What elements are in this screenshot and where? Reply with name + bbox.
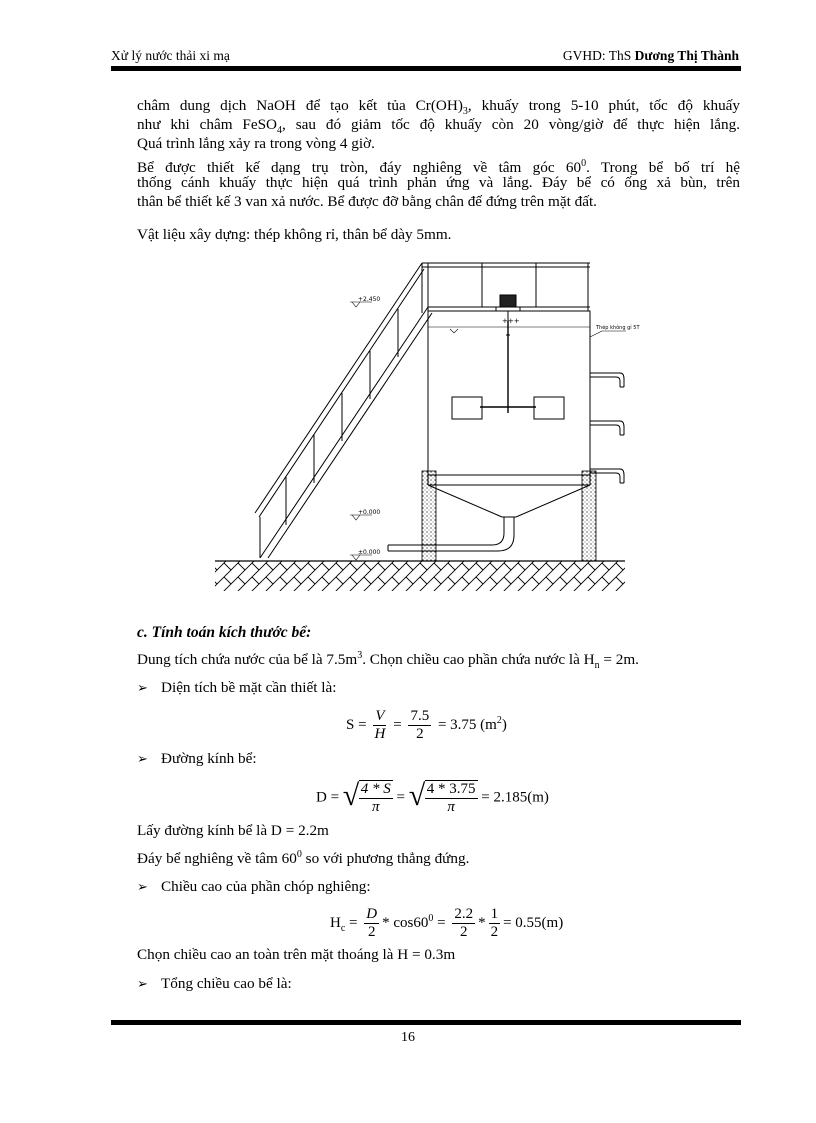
bullet-arrow-icon: ➢ <box>137 680 148 695</box>
eq1-den1: H <box>374 726 386 742</box>
eq1-lhs: S = <box>346 716 367 733</box>
label-mid-level: +0.000 <box>358 509 381 516</box>
bullet-area-text: Diện tích bề mặt cần thiết là: <box>161 679 337 696</box>
p2-l1-b: . Trong bể bố trí hệ <box>586 159 740 177</box>
volume-a: Dung tích chứa nước của bể là 7.5m <box>137 651 358 669</box>
equation-cone-height <box>330 906 563 941</box>
eq3-num1: D <box>366 906 378 922</box>
label-ground-level: ±0.000 <box>358 549 381 556</box>
eq2-sqrt-1 <box>343 780 393 816</box>
sqrt-icon: √ <box>408 779 426 812</box>
paragraph-2-line-1 <box>137 154 740 177</box>
eq1-rhs-sup: 2 <box>496 714 502 726</box>
volume-line <box>137 650 639 671</box>
volume-b: . Chọn chiều cao phần chứa nước là H <box>362 651 595 669</box>
tank-body <box>428 311 590 517</box>
tank-drawing <box>210 255 640 595</box>
eq2-frac-1 <box>359 780 393 816</box>
eq1-eq: = <box>393 716 402 733</box>
eq1-rhs-end: ) <box>501 716 507 733</box>
eq1-frac-2 <box>408 708 431 743</box>
bullet-total-height <box>137 975 292 993</box>
label-top-level: +2.450 <box>358 296 381 303</box>
eq3-num2: 2.2 <box>454 906 474 922</box>
p2-l1-sup: 0 <box>581 158 587 169</box>
eq3-frac-3 <box>489 906 501 941</box>
header-instructor-name: Dương Thị Thành <box>634 48 739 63</box>
eq3-num3: 1 <box>490 906 499 922</box>
volume-sup: 3 <box>357 650 363 661</box>
section-c-heading: c. Tính toán kích thước bể: <box>137 624 312 641</box>
bullet-arrow-icon: ➢ <box>137 976 148 991</box>
bullet-arrow-icon: ➢ <box>137 751 148 766</box>
bullet-cone-text: Chiều cao của phần chóp nghiêng: <box>161 878 371 895</box>
page-number: 16 <box>401 1030 415 1045</box>
eq3-mid-sup: 0 <box>428 912 434 924</box>
eq3-lhs-sub: c <box>340 922 346 934</box>
bullet-diameter <box>137 750 257 768</box>
eq3-lhs-b: = <box>345 914 358 931</box>
paragraph-1-line-3: Quá trình lắng xảy ra trong vòng 4 giờ. <box>137 135 375 152</box>
equation-diameter <box>316 780 549 816</box>
slope-line <box>137 849 469 868</box>
bullet-area <box>137 679 336 697</box>
p1-l2-sub: 4 <box>277 125 283 137</box>
ground-hatch <box>215 561 625 591</box>
eq2-lhs: D = <box>316 789 340 806</box>
eq1-num1: V <box>375 708 385 724</box>
eq3-frac-1 <box>364 906 379 941</box>
eq2-num2: 4 * 3.75 <box>426 781 476 797</box>
eq3-times: * <box>478 914 486 931</box>
slope-sup: 0 <box>296 849 302 860</box>
header-title: Xử lý nước thải xi mạ <box>111 48 230 63</box>
mixer-motor <box>496 295 520 325</box>
paragraph-2-line-3: thân bể thiết kế 3 van xả nước. Bể được đỡ bằng chân đế đứng trên mặt đất. <box>137 193 597 210</box>
header-rule <box>111 66 741 71</box>
volume-c: = 2m. <box>599 651 639 669</box>
equation-area <box>346 708 507 743</box>
materials-line: Vật liệu xây dựng: thép không rỉ, thân bể dày 5mm. <box>137 226 452 243</box>
bullet-total-text: Tổng chiều cao bể là: <box>161 975 292 992</box>
diameter-line: Lấy đường kính bể là D = 2.2m <box>137 822 329 839</box>
eq1-num2: 7.5 <box>410 708 430 724</box>
eq3-mid: * cos60 <box>382 914 429 931</box>
bullet-cone-height <box>137 878 371 896</box>
p2-l1-a: Bể được thiết kế dạng trụ tròn, đáy nghiêng về tâm góc 60 <box>137 159 582 177</box>
page-header <box>111 46 739 66</box>
eq1-den2: 2 <box>416 726 424 742</box>
slope-b: so với phương thẳng đứng. <box>301 850 470 868</box>
eq3-den1: 2 <box>367 924 376 940</box>
p1-l1-a: châm dung dịch NaOH để tạo kết tủa Cr(OH) <box>137 97 463 114</box>
paragraph-2 <box>137 154 740 211</box>
eq3-frac-2 <box>452 906 475 941</box>
eq1-rhs: = 3.75 (m <box>437 716 497 733</box>
eq3-rhs: = 0.55(m) <box>503 914 564 931</box>
svg-text:+++: +++ <box>502 317 520 325</box>
eq2-sqrt-2 <box>409 780 478 816</box>
side-valves <box>590 373 624 483</box>
paragraph-1 <box>137 96 740 153</box>
bullet-arrow-icon: ➢ <box>137 879 148 894</box>
eq3-eq: = <box>433 914 446 931</box>
eq3-lhs-a: H <box>330 914 341 931</box>
eq2-eq: = <box>396 789 406 806</box>
header-instructor-prefix: GVHD: ThS <box>562 48 635 63</box>
paragraph-2-line-2: thống cánh khuấy thực hiện quá trình phản ứng và lắng. Đáy bể có ống xả bùn, trên <box>137 174 740 191</box>
header-instructor <box>563 48 739 64</box>
p1-l1-sub: 3 <box>462 106 468 118</box>
eq2-frac-2 <box>425 780 478 816</box>
eq2-num1: 4 * S <box>360 781 391 797</box>
staircase <box>255 263 432 558</box>
volume-sub: n <box>594 660 600 672</box>
eq2-rhs: = 2.185(m) <box>481 789 549 806</box>
eq2-den2: π <box>447 799 455 815</box>
eq3-den3: 2 <box>490 924 499 940</box>
eq1-frac-1 <box>373 708 386 743</box>
slope-a: Đáy bể nghiêng về tâm 60 <box>137 850 297 868</box>
paragraph-1-line-1 <box>137 96 740 118</box>
paragraph-1-line-2 <box>137 115 740 137</box>
p1-l2-a: như khi châm FeSO <box>137 116 278 133</box>
label-wall-material: Thép không gỉ 5T <box>596 325 640 331</box>
bullet-diameter-text: Đường kính bể: <box>161 750 257 767</box>
p1-l1-b: , khuấy trong 5-10 phút, tốc độ khuấy <box>467 97 740 114</box>
footer-rule <box>111 1020 741 1025</box>
safety-height-line: Chọn chiều cao an toàn trên mặt thoáng là H = 0.3m <box>137 946 456 963</box>
eq3-den2: 2 <box>459 924 468 940</box>
p1-l2-b: , sau đó giảm tốc độ khuấy còn 20 vòng/giờ để thực hiện lắng. <box>282 116 740 133</box>
sludge-pipe <box>388 517 514 551</box>
sqrt-icon: √ <box>342 779 360 812</box>
eq2-den1: π <box>372 799 380 815</box>
